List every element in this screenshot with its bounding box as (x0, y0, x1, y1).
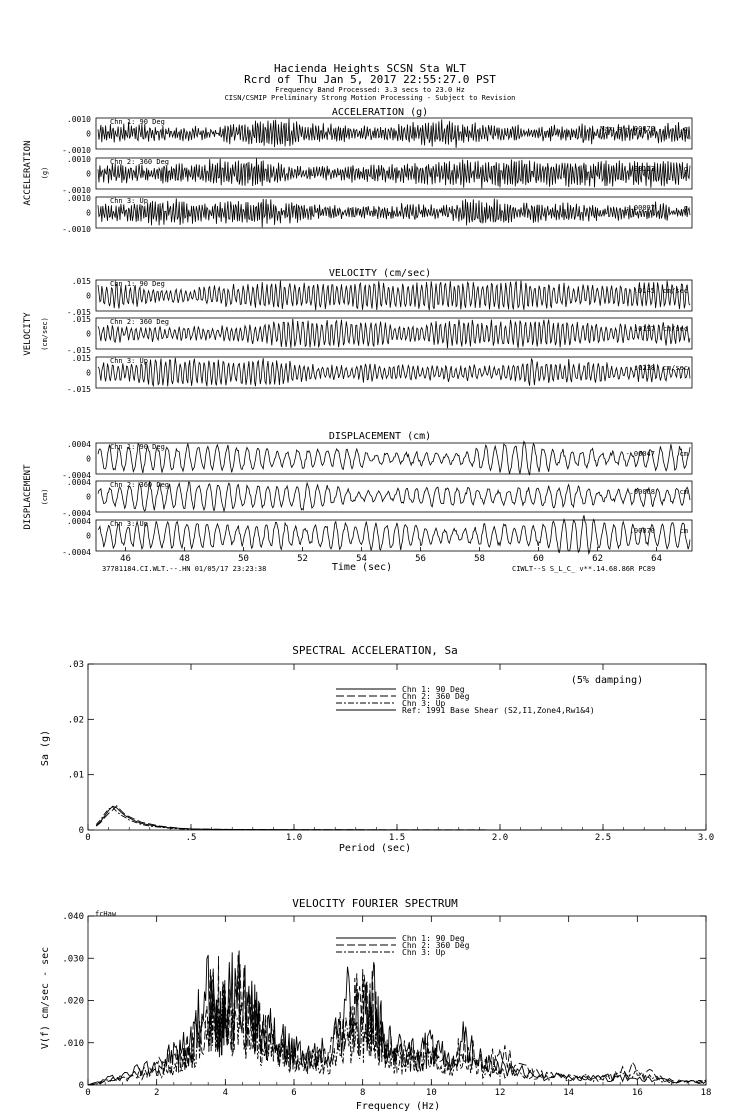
time-tick-label: 62 (592, 554, 604, 564)
x-tick-label: .5 (185, 833, 197, 843)
channel-top-tick: .015 (71, 315, 91, 324)
panel-unit-label: (cm) (41, 488, 49, 506)
sa-y-label: Sa (g) (40, 729, 51, 767)
channel-trace-group (62, 115, 692, 155)
channel-peak-value: -.00097 (625, 204, 655, 212)
channel-bottom-tick: -.0004 (62, 509, 91, 518)
y-tick-label: .03 (67, 660, 84, 670)
x-tick-label: 0 (85, 833, 91, 843)
channel-peak-unit: cm/sec (662, 325, 688, 333)
channel-top-tick: .0004 (66, 440, 91, 449)
x-tick-label: 1.0 (285, 833, 303, 843)
sa-chart-title: SPECTRAL ACCELERATION, Sa (292, 644, 458, 657)
panel-title: ACCELERATION (g) (331, 107, 429, 118)
channel-bottom-tick: -.0010 (62, 225, 91, 234)
channel-zero-tick: 0 (86, 169, 91, 179)
x-tick-label: 4 (222, 1088, 229, 1098)
legend-label: Chn 3: Up (402, 699, 446, 708)
fourier-x-label: Frequency (Hz) (355, 1101, 441, 1112)
x-tick-label: 16 (631, 1088, 643, 1098)
x-tick-label: 12 (494, 1088, 506, 1098)
channel-peak-unit: g (683, 204, 688, 212)
channel-waveform (98, 119, 690, 148)
header-station: Hacienda Heights SCSN Sta WLT (273, 62, 467, 75)
time-tick-label: 50 (238, 554, 249, 564)
y-tick-label: .040 (62, 912, 84, 922)
channel-bottom-tick: -.015 (66, 346, 91, 355)
channel-top-tick: .0004 (66, 517, 91, 526)
fourier-corner-label: fcHaw (95, 910, 117, 918)
channel-peak-unit: cm/sec (662, 287, 688, 295)
channel-waveform (98, 515, 690, 553)
channel-peak-value: .0197 (633, 325, 655, 333)
time-tick-label: 46 (120, 554, 131, 564)
channel-peak-value: Max = -.00079 (600, 125, 655, 133)
channel-peak-unit: cm (679, 527, 688, 535)
channel-zero-tick: 0 (86, 291, 91, 301)
channel-name: Chn 1: 90 Deg (110, 280, 165, 288)
channel-trace-group (62, 478, 692, 518)
y-tick-label: .02 (67, 715, 84, 726)
fourier-y-label: V(f) cm/sec - sec (40, 946, 51, 1050)
fourier-chart (62, 912, 711, 1098)
fourier-chart-title: VELOCITY FOURIER SPECTRUM (292, 897, 458, 910)
channel-trace-group (62, 194, 692, 234)
x-tick-label: 3.0 (697, 833, 715, 843)
time-tick-label: 58 (474, 554, 485, 564)
channel-waveform (98, 319, 690, 348)
footer-left-id: 37781184.CI.WLT.--.HN 01/05/17 23:23:38 (102, 565, 267, 573)
x-tick-label: 0 (85, 1088, 91, 1098)
channel-name: Chn 3: Up (110, 357, 148, 365)
channel-top-tick: .0010 (66, 155, 91, 164)
time-history-panels (23, 107, 692, 557)
x-tick-label: 8 (359, 1088, 366, 1098)
channel-peak-value: .00070 (629, 527, 655, 535)
panel-title: VELOCITY (cm/sec) (328, 268, 432, 279)
series-line-2 (96, 806, 706, 830)
panel-unit-label: (cm/sec) (41, 317, 49, 351)
channel-waveform (98, 441, 690, 475)
channel-name: Chn 3: Up (110, 520, 148, 528)
x-tick-label: 10 (425, 1088, 437, 1098)
channel-zero-tick: 0 (86, 454, 91, 464)
channel-trace-group (62, 155, 692, 195)
series-line-3 (88, 991, 706, 1085)
channel-zero-tick: 0 (86, 492, 91, 502)
y-tick-label: .030 (62, 954, 84, 965)
channel-frame (96, 357, 692, 388)
legend-label: Chn 2: 360 Deg (402, 692, 470, 701)
header-frequency-band: Frequency Band Processed: 3.3 secs to 23.0 Hz (275, 86, 465, 94)
legend-label: Ref: 1991 Base Shear (S2,I1,Zone4,Rw1&4) (402, 706, 595, 715)
channel-name: Chn 3: Up (110, 197, 148, 205)
x-tick-label: 2.0 (491, 833, 509, 843)
panel-side-label: VELOCITY (23, 312, 33, 356)
legend-label: Chn 1: 90 Deg (402, 934, 465, 943)
sa-x-label: Period (sec) (338, 843, 412, 854)
sa-damping-note: (5% damping) (570, 675, 644, 686)
header-processing-note: CISN/CSMIP Preliminary Strong Motion Processing - Subject to Revision (224, 94, 516, 102)
channel-bottom-tick: -.0010 (62, 186, 91, 195)
time-tick-label: 48 (179, 554, 190, 564)
channel-name: Chn 2: 360 Deg (110, 158, 170, 166)
channel-name: Chn 1: 90 Deg (110, 118, 165, 126)
time-tick-label: 54 (356, 554, 367, 564)
x-tick-label: 2 (153, 1088, 160, 1098)
channel-bottom-tick: -.015 (66, 385, 91, 394)
series-line-1 (96, 806, 706, 830)
time-tick-label: 60 (533, 554, 544, 564)
channel-bottom-tick: -.015 (66, 308, 91, 317)
channel-peak-value: .0145 (633, 287, 655, 295)
channel-trace-group (67, 354, 692, 394)
legend-label: Chn 1: 90 Deg (402, 685, 465, 694)
footer-right-id: CIWLT--S S_L_C_ v**.14.68.86R PC89 (512, 565, 656, 573)
time-tick-label: 64 (651, 554, 663, 564)
channel-waveform (98, 158, 690, 188)
channel-zero-tick: 0 (86, 531, 91, 541)
panel-side-label: DISPLACEMENT (23, 464, 33, 530)
x-tick-label: 14 (563, 1088, 575, 1098)
channel-waveform (98, 198, 690, 227)
channel-name: Chn 2: 360 Deg (110, 318, 170, 326)
panel-side-label: ACCELERATION (23, 140, 33, 206)
channel-trace-group (67, 315, 692, 355)
channel-zero-tick: 0 (86, 208, 91, 218)
channel-peak-unit: cm/sec (662, 364, 688, 372)
y-tick-label: 0 (78, 826, 84, 836)
legend-label: Chn 2: 360 Deg (402, 941, 470, 950)
panel-unit-label: (g) (41, 166, 49, 180)
legend-label: Chn 3: Up (402, 948, 446, 957)
x-tick-label: 1.5 (388, 833, 406, 843)
channel-top-tick: .0004 (66, 478, 91, 487)
channel-name: Chn 2: 360 Deg (110, 481, 170, 489)
channel-zero-tick: 0 (86, 329, 91, 339)
plot-frame (88, 664, 706, 830)
y-tick-label: .020 (62, 996, 84, 1007)
sa-chart (68, 660, 714, 843)
channel-bottom-tick: -.0004 (62, 471, 91, 480)
channel-waveform (98, 482, 690, 512)
channel-zero-tick: 0 (86, 129, 91, 139)
channel-peak-unit: g (683, 125, 688, 133)
series-line-3 (96, 807, 706, 830)
channel-peak-unit: cm (679, 488, 688, 496)
channel-name: Chn 1: 90 Deg (110, 443, 165, 451)
header-record-time: Rcrd of Thu Jan 5, 2017 22:55:27.0 PST (244, 73, 496, 86)
channel-zero-tick: 0 (86, 368, 91, 378)
y-tick-label: .010 (62, 1038, 84, 1049)
channel-bottom-tick: -.0010 (62, 146, 91, 155)
channel-top-tick: .0010 (66, 115, 91, 124)
x-tick-label: 6 (291, 1088, 297, 1098)
y-tick-label: 0 (78, 1081, 84, 1091)
fourier-legend (336, 934, 470, 957)
time-tick-label: 52 (297, 554, 308, 564)
channel-bottom-tick: -.0004 (62, 548, 91, 557)
channel-top-tick: .0010 (66, 194, 91, 203)
channel-trace-group (62, 440, 692, 480)
channel-peak-value: .00068 (629, 488, 655, 496)
panel-title: DISPLACEMENT (cm) (328, 431, 432, 442)
channel-peak-value: -.00047 (625, 450, 655, 458)
time-axis-label: Time (sec) (331, 562, 393, 573)
y-tick-label: .01 (67, 770, 84, 781)
x-tick-label: 2.5 (594, 833, 612, 843)
sa-legend (336, 685, 595, 715)
time-tick-label: 56 (415, 554, 426, 564)
channel-waveform (98, 358, 690, 387)
channel-waveform (98, 281, 690, 311)
channel-peak-unit: cm (679, 450, 688, 458)
channel-peak-value: .00113 (629, 165, 655, 173)
channel-peak-unit: g (683, 165, 688, 173)
channel-peak-value: .0238 (633, 364, 655, 372)
x-tick-label: 18 (700, 1088, 712, 1098)
channel-trace-group (67, 277, 692, 317)
channel-top-tick: .015 (71, 354, 91, 363)
channel-top-tick: .015 (71, 277, 91, 286)
